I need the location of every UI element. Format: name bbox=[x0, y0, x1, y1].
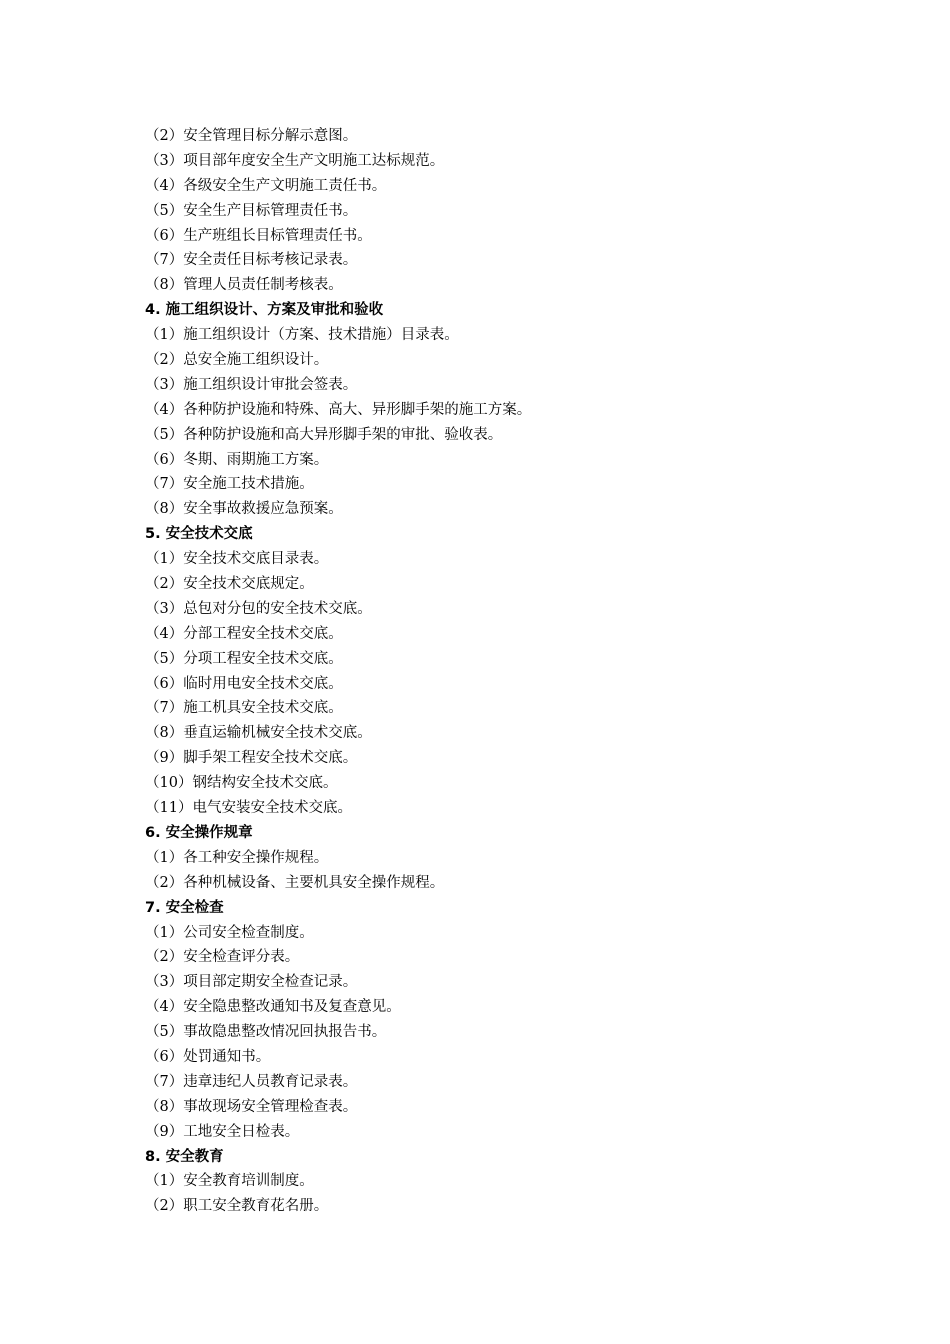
section-heading: 4. 施工组织设计、方案及审批和验收 bbox=[145, 302, 384, 319]
list-item: （3）项目部定期安全检查记录。 bbox=[145, 974, 358, 991]
list-item: （3）项目部年度安全生产文明施工达标规范。 bbox=[145, 152, 445, 169]
list-item: （2）总安全施工组织设计。 bbox=[145, 352, 329, 369]
list-item: （4）各级安全生产文明施工责任书。 bbox=[145, 177, 387, 194]
list-item: （10）钢结构安全技术交底。 bbox=[145, 775, 338, 792]
section-heading: 8. 安全教育 bbox=[145, 1148, 224, 1165]
section-heading: 6. 安全操作规章 bbox=[145, 824, 253, 841]
list-item: （8）事故现场安全管理检查表。 bbox=[145, 1098, 358, 1115]
list-item: （6）处罚通知书。 bbox=[145, 1048, 271, 1065]
list-item: （5）事故隐患整改情况回执报告书。 bbox=[145, 1024, 387, 1041]
list-item: （2）安全检查评分表。 bbox=[145, 949, 300, 966]
list-item: （2）各种机械设备、主要机具安全操作规程。 bbox=[145, 874, 445, 891]
list-item: （3）总包对分包的安全技术交底。 bbox=[145, 600, 372, 617]
list-item: （7）违章违纪人员教育记录表。 bbox=[145, 1073, 358, 1090]
list-item: （4）分部工程安全技术交底。 bbox=[145, 625, 343, 642]
section-heading: 7. 安全检查 bbox=[145, 899, 224, 916]
section-heading: 5. 安全技术交底 bbox=[145, 526, 253, 543]
list-item: （7）安全施工技术措施。 bbox=[145, 476, 314, 493]
list-item: （9）工地安全日检表。 bbox=[145, 1123, 300, 1140]
list-item: （2）职工安全教育花名册。 bbox=[145, 1198, 329, 1215]
list-item: （8）安全事故救援应急预案。 bbox=[145, 501, 343, 518]
list-item: （5）分项工程安全技术交底。 bbox=[145, 650, 343, 667]
list-item: （2）安全技术交底规定。 bbox=[145, 576, 314, 593]
list-item: （1）安全技术交底目录表。 bbox=[145, 551, 329, 568]
list-item: （1）公司安全检查制度。 bbox=[145, 924, 314, 941]
list-item: （9）脚手架工程安全技术交底。 bbox=[145, 750, 358, 767]
list-item: （1）各工种安全操作规程。 bbox=[145, 849, 329, 866]
document-page bbox=[145, 124, 845, 1219]
list-item: （8）垂直运输机械安全技术交底。 bbox=[145, 725, 372, 742]
list-item: （2）安全管理目标分解示意图。 bbox=[145, 128, 358, 144]
list-item: （7）施工机具安全技术交底。 bbox=[145, 700, 343, 717]
list-item: （6）冬期、雨期施工方案。 bbox=[145, 451, 329, 468]
list-item: （3）施工组织设计审批会签表。 bbox=[145, 376, 358, 393]
list-item: （8）管理人员责任制考核表。 bbox=[145, 277, 343, 294]
list-item: （11）电气安装安全技术交底。 bbox=[145, 800, 352, 817]
list-item: （5）安全生产目标管理责任书。 bbox=[145, 202, 358, 219]
list-item: （4）安全隐患整改通知书及复查意见。 bbox=[145, 999, 401, 1016]
list-item: （1）施工组织设计（方案、技术措施）目录表。 bbox=[145, 327, 459, 344]
list-item: （1）安全教育培训制度。 bbox=[145, 1173, 314, 1190]
list-item: （4）各种防护设施和特殊、高大、异形脚手架的施工方案。 bbox=[145, 401, 532, 418]
list-item: （6）临时用电安全技术交底。 bbox=[145, 675, 343, 692]
list-item: （6）生产班组长目标管理责任书。 bbox=[145, 227, 372, 244]
list-item: （7）安全责任目标考核记录表。 bbox=[145, 252, 358, 269]
list-item: （5）各种防护设施和高大异形脚手架的审批、验收表。 bbox=[145, 426, 503, 443]
